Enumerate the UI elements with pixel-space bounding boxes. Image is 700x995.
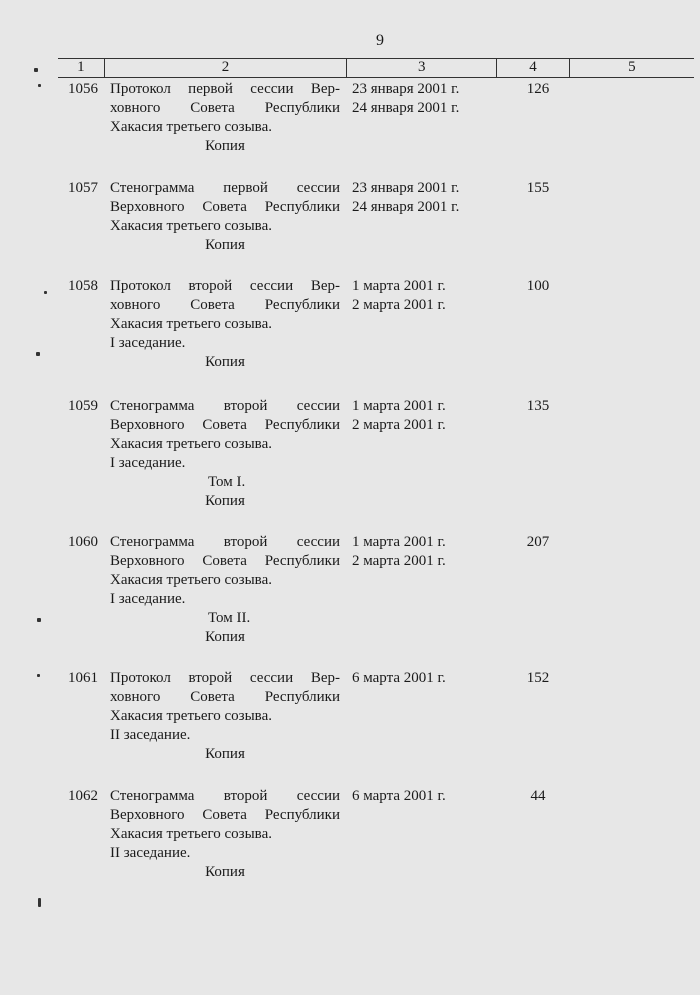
- description-line: Стенограмма первой сессии: [110, 180, 340, 196]
- description-line: Стенограмма второй сессии: [110, 788, 340, 804]
- date-line: 6 марта 2001 г.: [352, 670, 446, 686]
- description-line: Верховного Совета Республики: [110, 199, 340, 215]
- record-dates: [352, 533, 502, 571]
- date-line: 23 января 2001 г.: [352, 180, 460, 196]
- description-line: Хакасия третьего созыва.: [110, 826, 272, 842]
- description-line: Верховного Совета Республики: [110, 807, 340, 823]
- record-description: [110, 787, 340, 882]
- column-header-4: 4: [497, 59, 570, 77]
- volume-label: Том I.: [208, 474, 246, 490]
- record-number: 1059: [68, 398, 98, 414]
- record-pages: 152: [526, 670, 550, 686]
- page-number: 9: [376, 32, 384, 49]
- record-description: [110, 397, 340, 511]
- scan-speck: [44, 291, 47, 294]
- description-line: Стенограмма второй сессии: [110, 534, 340, 550]
- description-line: ховного Совета Республики: [110, 689, 340, 705]
- description-line: Хакасия третьего созыва.: [110, 218, 272, 234]
- record-dates: [352, 669, 502, 688]
- record-number: 1058: [68, 278, 98, 294]
- description-line: Верховного Совета Республики: [110, 417, 340, 433]
- record-description: [110, 179, 340, 255]
- table-header: [58, 58, 694, 78]
- record-dates: [352, 179, 502, 217]
- copy-label: Копия: [205, 237, 245, 253]
- description-line: Хакасия третьего созыва.: [110, 316, 272, 332]
- description-line: Верховного Совета Республики: [110, 553, 340, 569]
- record-pages: 100: [526, 278, 550, 294]
- record-pages: 155: [526, 180, 550, 196]
- record-dates: [352, 787, 502, 806]
- record-number: 1057: [68, 180, 98, 196]
- description-line: I заседание.: [110, 335, 186, 351]
- record-description: [110, 80, 340, 156]
- description-line: Стенограмма второй сессии: [110, 398, 340, 414]
- date-line: 1 марта 2001 г.: [352, 398, 446, 414]
- scan-speck: [38, 898, 41, 907]
- copy-label: Копия: [205, 864, 245, 880]
- description-line: Протокол второй сессии Вер-: [110, 278, 340, 294]
- scan-speck: [38, 84, 41, 87]
- record-dates: [352, 277, 502, 315]
- column-header-3: 3: [347, 59, 497, 77]
- record-dates: [352, 80, 502, 118]
- date-line: 2 марта 2001 г.: [352, 417, 446, 433]
- record-number: 1062: [68, 788, 98, 804]
- date-line: 2 марта 2001 г.: [352, 297, 446, 313]
- scan-speck: [36, 352, 40, 356]
- description-line: ховного Совета Республики: [110, 297, 340, 313]
- scan-speck: [34, 68, 38, 72]
- scan-speck: [37, 618, 41, 622]
- record-dates: [352, 397, 502, 435]
- description-line: Хакасия третьего созыва.: [110, 572, 272, 588]
- date-line: 1 марта 2001 г.: [352, 534, 446, 550]
- date-line: 24 января 2001 г.: [352, 100, 460, 116]
- date-line: 6 марта 2001 г.: [352, 788, 446, 804]
- record-number: 1056: [68, 81, 98, 97]
- description-line: Хакасия третьего созыва.: [110, 708, 272, 724]
- description-line: II заседание.: [110, 845, 191, 861]
- volume-label: Том II.: [208, 610, 251, 626]
- record-description: [110, 669, 340, 764]
- copy-label: Копия: [205, 354, 245, 370]
- description-line: Протокол первой сессии Вер-: [110, 81, 340, 97]
- copy-label: Копия: [205, 629, 245, 645]
- description-line: Хакасия третьего созыва.: [110, 436, 272, 452]
- date-line: 23 января 2001 г.: [352, 81, 460, 97]
- description-line: II заседание.: [110, 727, 191, 743]
- record-pages: 44: [530, 788, 546, 804]
- copy-label: Копия: [205, 493, 245, 509]
- date-line: 1 марта 2001 г.: [352, 278, 446, 294]
- description-line: I заседание.: [110, 455, 186, 471]
- column-header-1: 1: [58, 59, 105, 77]
- date-line: 24 января 2001 г.: [352, 199, 460, 215]
- record-description: [110, 533, 340, 647]
- record-number: 1060: [68, 534, 98, 550]
- date-line: 2 марта 2001 г.: [352, 553, 446, 569]
- copy-label: Копия: [205, 746, 245, 762]
- record-description: [110, 277, 340, 372]
- description-line: Хакасия третьего созыва.: [110, 119, 272, 135]
- column-header-5: 5: [628, 59, 636, 75]
- description-line: ховного Совета Республики: [110, 100, 340, 116]
- description-line: I заседание.: [110, 591, 186, 607]
- record-number: 1061: [68, 670, 98, 686]
- description-line: Протокол второй сессии Вер-: [110, 670, 340, 686]
- record-pages: 207: [526, 534, 550, 550]
- record-pages: 135: [526, 398, 550, 414]
- copy-label: Копия: [205, 138, 245, 154]
- record-pages: 126: [526, 81, 550, 97]
- scan-speck: [37, 674, 40, 677]
- column-header-2: 2: [105, 59, 347, 77]
